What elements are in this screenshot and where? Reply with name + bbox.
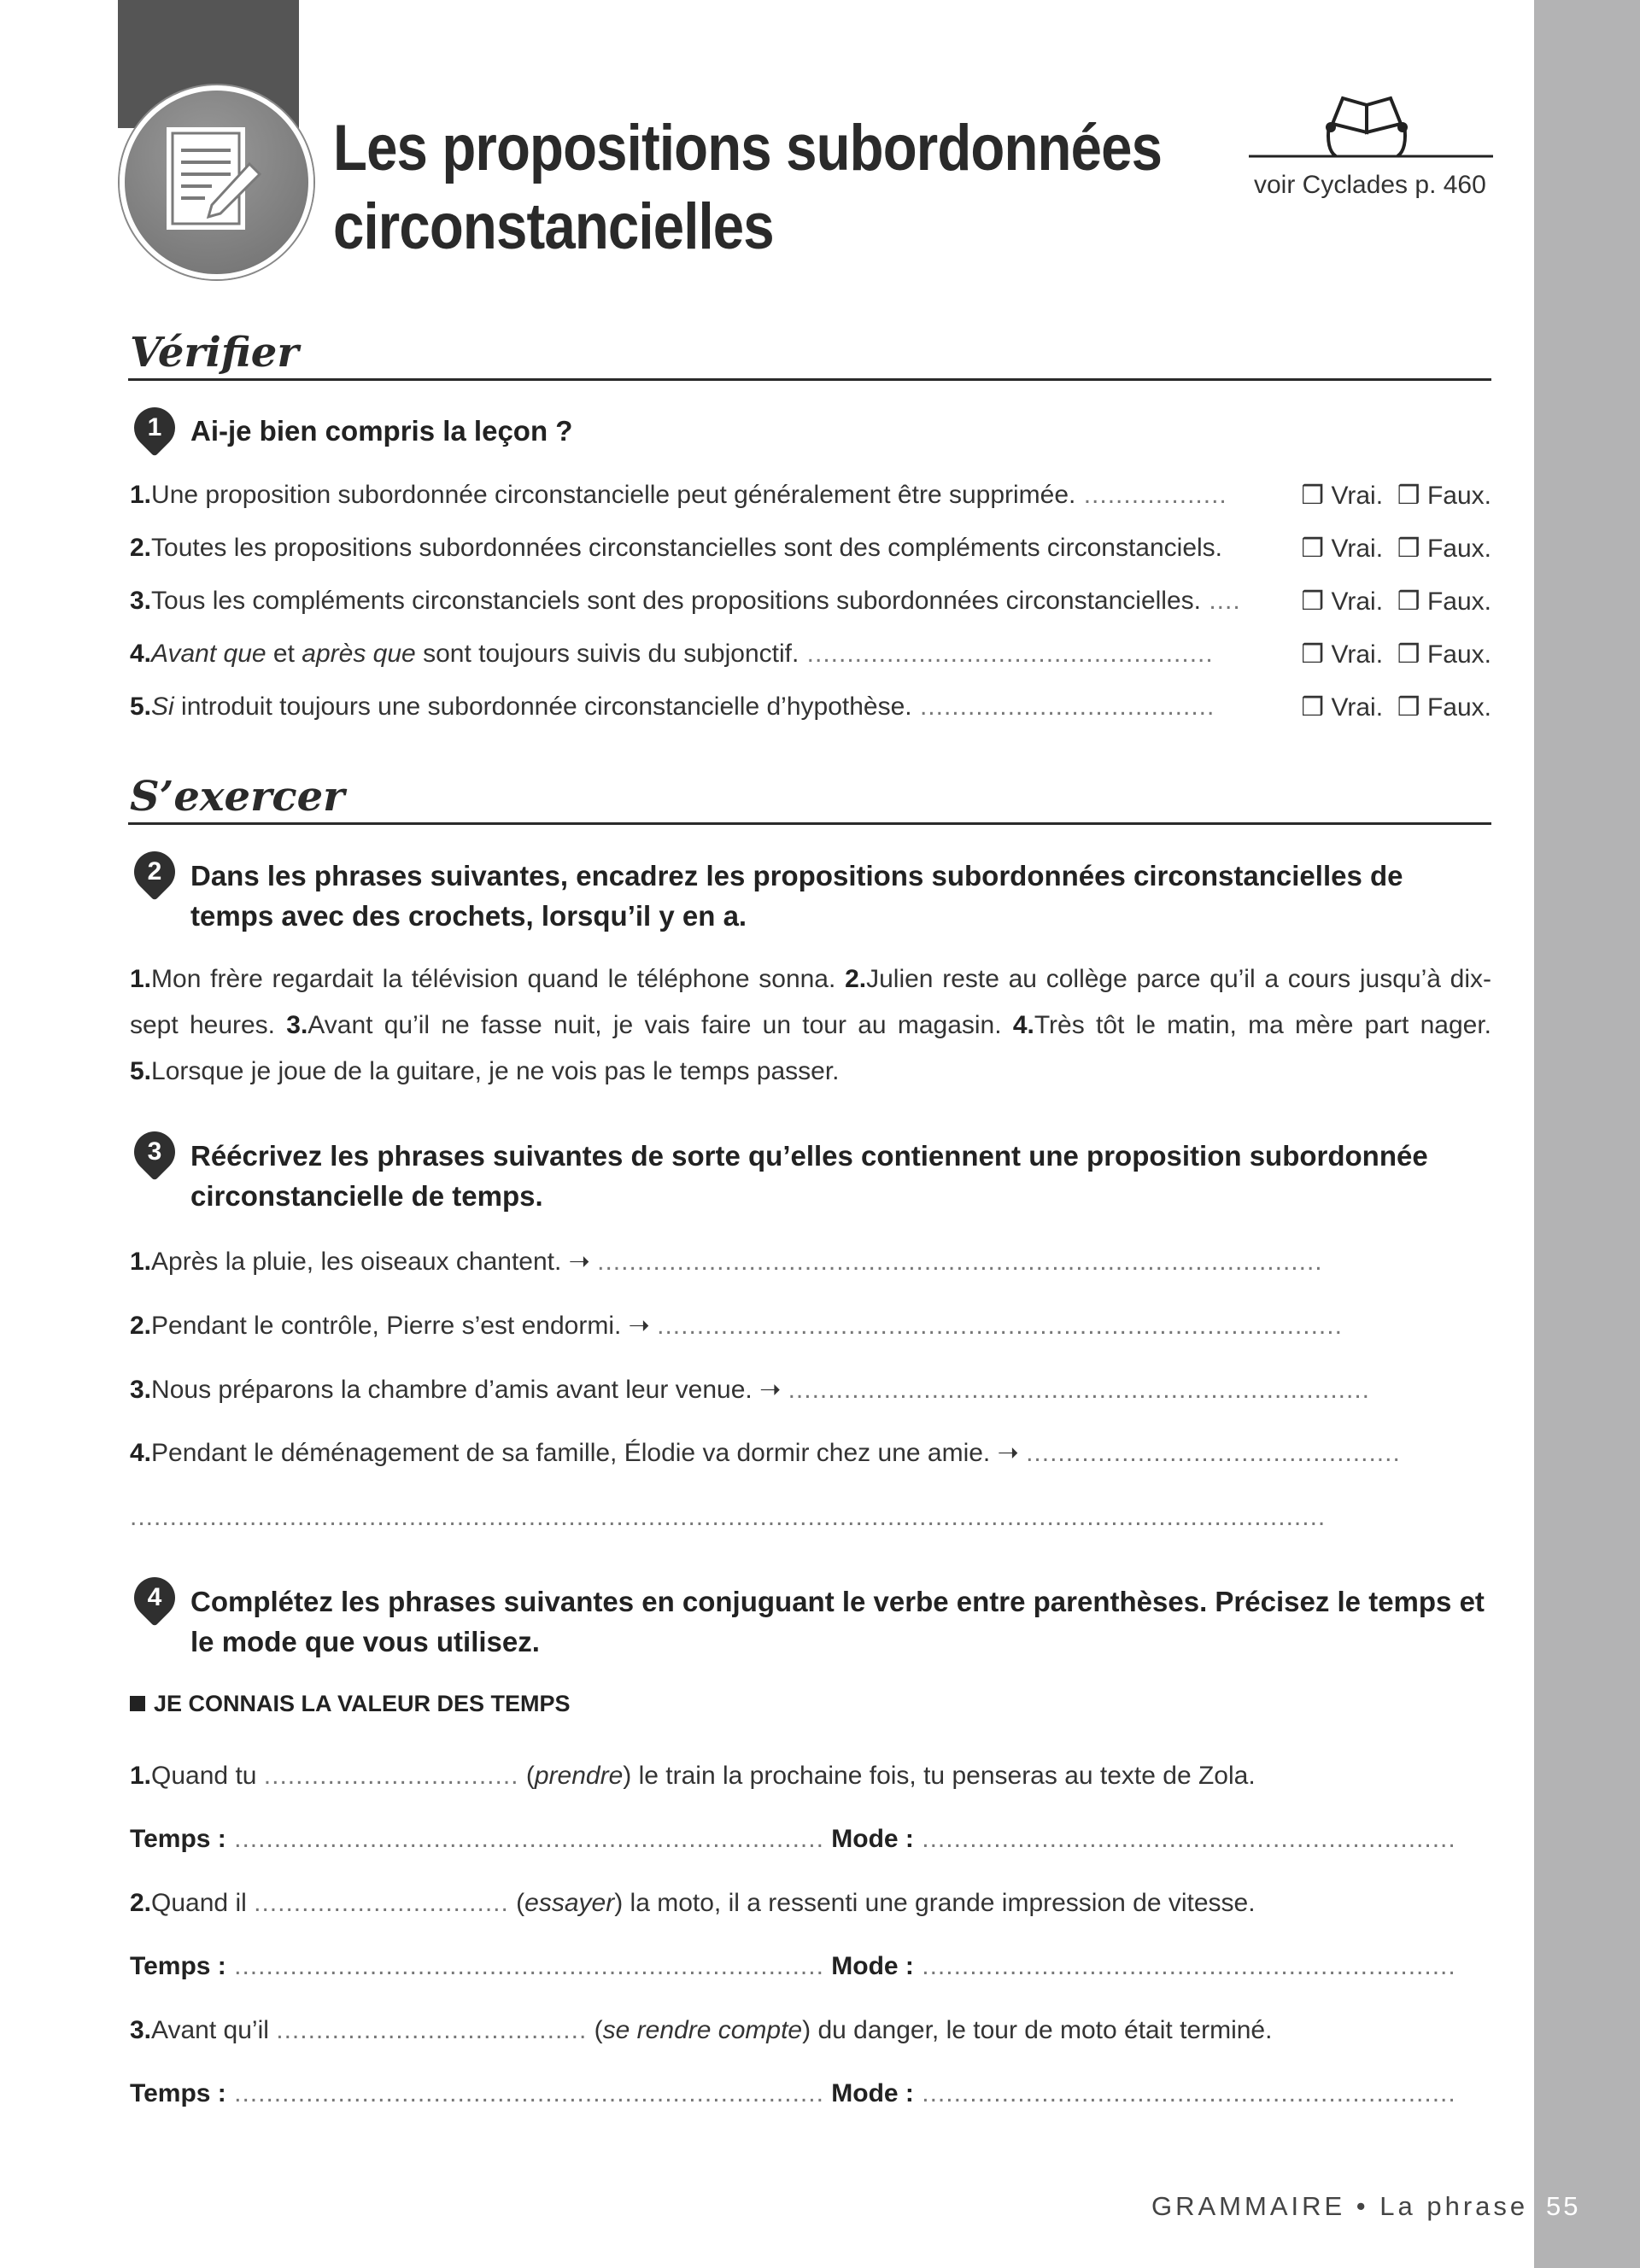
- reading-person-icon: [1247, 90, 1495, 158]
- exercise-number-badge: 2: [126, 843, 184, 901]
- square-bullet-icon: [130, 1696, 145, 1711]
- exercise-number-badge: 1: [126, 399, 184, 457]
- exercise-4-title: Complétez les phrases suivantes en conjuguant le verbe entre parenthèses. Précisez le temps et le mode que vous utilisez.: [190, 1586, 1485, 1657]
- rewrite-item[interactable]: 4.Pendant le déménagement de sa famille, Élodie va dormir chez une amie. ➝ ...............................................: [130, 1439, 1401, 1467]
- false-checkbox[interactable]: ❒ Faux.: [1397, 587, 1491, 616]
- rewrite-item[interactable]: 2.Pendant le contrôle, Pierre s’est endormi. ➝ ......................................................................................: [130, 1312, 1343, 1340]
- true-false-item: 5.Si introduit toujours une subordonnée circonstancielle d’hypothèse. ..................................... ❒ Vrai. ❒ Faux.: [130, 693, 1491, 722]
- true-false-item: 2.Toutes les propositions subordonnées circonstancielles sont des compléments circonstanciels. ❒ Vrai. ❒ Faux.: [130, 534, 1491, 563]
- true-checkbox[interactable]: ❒ Vrai.: [1301, 482, 1384, 510]
- answer-blank[interactable]: ................................: [254, 1889, 509, 1917]
- true-false-item: 4.Avant que et après que sont toujours suivis du subjonctif. ................................................... ❒ Vrai. ❒ Faux.: [130, 640, 1491, 669]
- temps-mode-line[interactable]: Temps : .......................................................................... Mode : ...................................................................: [130, 1952, 1456, 1980]
- true-checkbox[interactable]: ❒ Vrai.: [1301, 640, 1384, 669]
- footer-section: GRAMMAIRE • La phrase: [1151, 2191, 1529, 2221]
- document-edit-icon: [161, 123, 263, 234]
- rewrite-item[interactable]: 1.Après la pluie, les oiseaux chantent. ➝ ...........................................................................................: [130, 1248, 1323, 1276]
- section-rule: [128, 378, 1491, 381]
- false-checkbox[interactable]: ❒ Faux.: [1397, 482, 1491, 510]
- true-checkbox[interactable]: ❒ Vrai.: [1301, 693, 1384, 722]
- exercise-number-badge: 4: [126, 1569, 184, 1627]
- true-checkbox[interactable]: ❒ Vrai.: [1301, 587, 1384, 616]
- false-checkbox[interactable]: ❒ Faux.: [1397, 693, 1491, 722]
- true-false-item: 3.Tous les compléments circonstanciels sont des propositions subordonnées circonstancielles. .... ❒ Vrai. ❒ Faux.: [130, 587, 1491, 616]
- conjugation-item: 1.Quand tu ................................ (prendre) le train la prochaine fois, tu penseras au texte de Zola.: [130, 1762, 1256, 1790]
- section-title-exercer: S’exercer: [130, 773, 345, 821]
- section-rule: [128, 822, 1491, 825]
- gray-side-band: [1534, 0, 1640, 2268]
- section-title-verifier: Vérifier: [130, 329, 299, 377]
- exercise-3-title: Réécrivez les phrases suivantes de sorte qu’elles contiennent une proposition subordonnée circonstancielle de temps.: [190, 1140, 1428, 1212]
- answer-blank[interactable]: ................................: [263, 1762, 519, 1790]
- true-checkbox[interactable]: ❒ Vrai.: [1301, 535, 1384, 563]
- exercise-number-badge: 3: [126, 1123, 184, 1181]
- exercise-1-title: Ai-je bien compris la leçon ?: [190, 415, 573, 447]
- rewrite-item[interactable]: 3.Nous préparons la chambre d’amis avant leur venue. ➝ .........................................................................: [130, 1376, 1371, 1404]
- subheading: JE CONNAIS LA VALEUR DES TEMPS: [130, 1691, 571, 1717]
- temps-mode-line[interactable]: Temps : .......................................................................... Mode : ...................................................................: [130, 1825, 1456, 1853]
- page-number: 55: [1546, 2191, 1581, 2221]
- exercise-2-sentences: 1.Mon frère regardait la télévision quand le téléphone sonna. 2.Julien reste au collège parce qu’il a cours jusqu’à dix-sept heures. 3.Avant qu’il ne fasse nuit, je vais faire un tour au magasin. 4.Très tôt le matin, ma mère part nager. 5.Lorsque je joue de la guitare, je ne vois pas le temps passer.: [130, 965, 1491, 1085]
- exercise-2-title: Dans les phrases suivantes, encadrez les propositions subordonnées circonstancielles de temps avec des crochets, lorsqu’il y en a.: [190, 860, 1403, 932]
- page-title: [333, 109, 1162, 266]
- page-title-line-2: circonstancielles: [333, 190, 774, 263]
- answer-line[interactable]: ......................................................................................................................................................: [130, 1503, 1327, 1531]
- answer-blank[interactable]: .......................................: [276, 2016, 588, 2044]
- page-title-line-1: Les propositions subordonnées: [333, 112, 1163, 184]
- temps-mode-line[interactable]: Temps : .......................................................................... Mode : ...................................................................: [130, 2079, 1456, 2107]
- book-reference: voir Cyclades p. 460: [1254, 171, 1486, 199]
- true-false-item: 1.Une proposition subordonnée circonstancielle peut généralement être supprimée. .................. ❒ Vrai. ❒ Faux.: [130, 481, 1491, 510]
- conjugation-item: 3.Avant qu’il ....................................... (se rendre compte) du danger, le tour de moto était terminé.: [130, 2016, 1273, 2044]
- document-badge: [120, 85, 313, 279]
- conjugation-item: 2.Quand il ................................ (essayer) la moto, il a ressenti une grande impression de vitesse.: [130, 1889, 1256, 1917]
- false-checkbox[interactable]: ❒ Faux.: [1397, 640, 1491, 669]
- false-checkbox[interactable]: ❒ Faux.: [1397, 535, 1491, 563]
